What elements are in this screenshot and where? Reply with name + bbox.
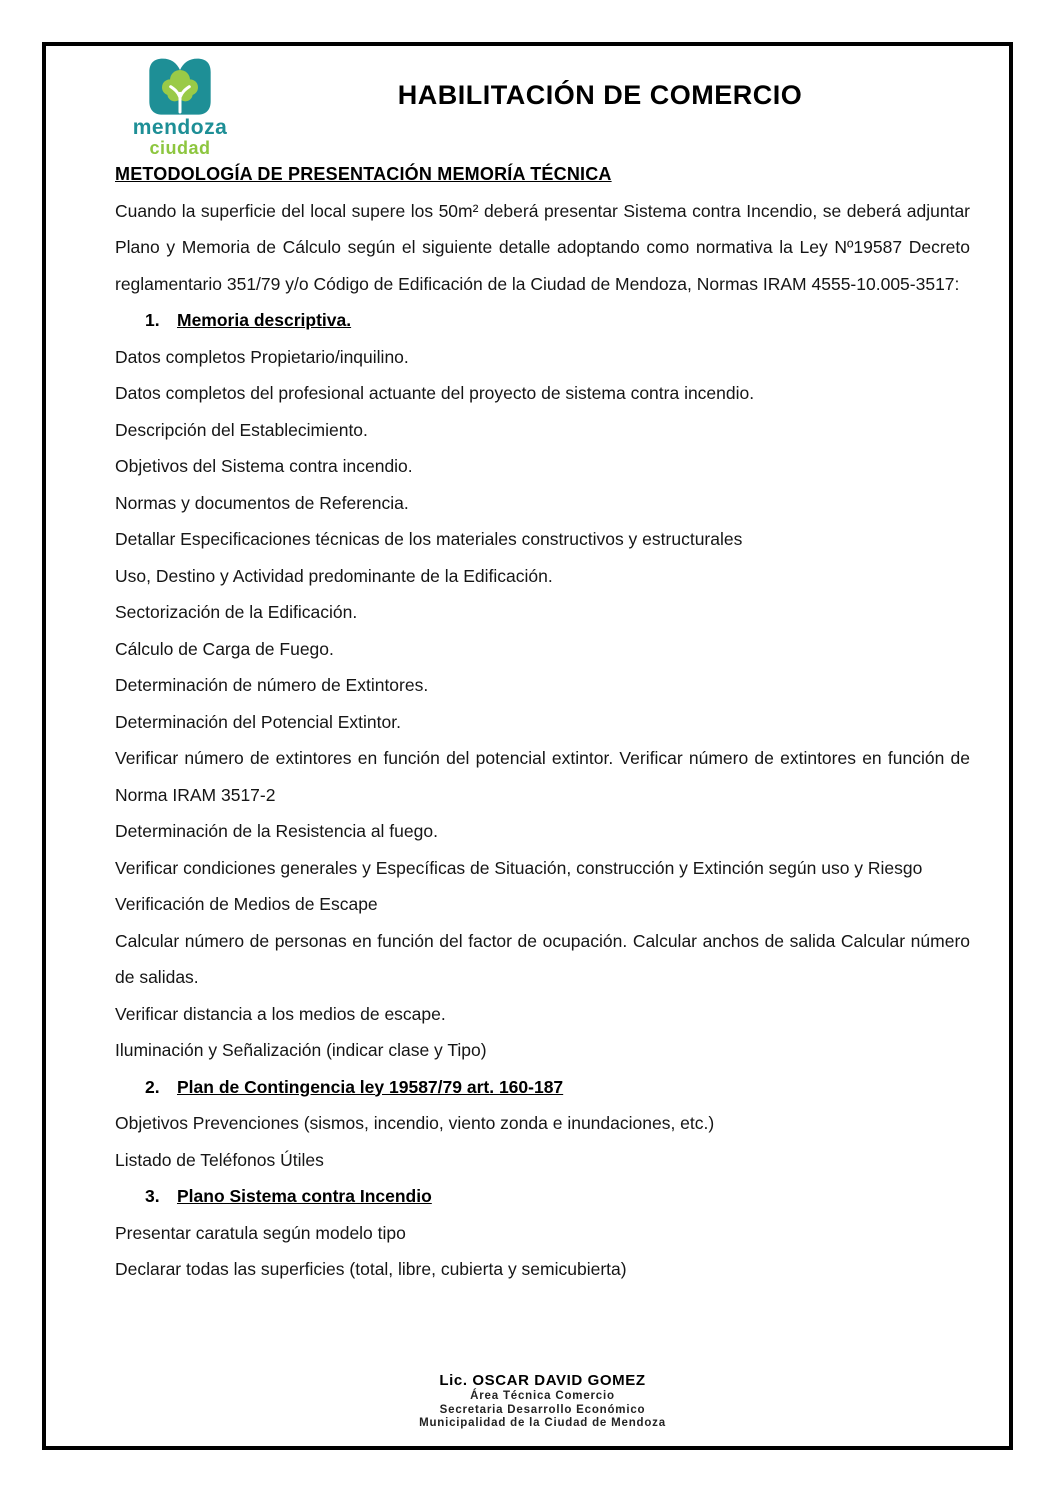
document-heading: METODOLOGÍA DE PRESENTACIÓN MEMORÍA TÉCNICA [115,164,612,184]
list-item: Verificación de Medios de Escape [115,894,378,914]
list-item: Descripción del Establecimiento. [115,419,368,440]
intro-paragraph: Cuando la superficie del local supere los 50m² deberá presentar Sistema contra Incendio, se deberá adjuntar Plano y Memoria de Cálculo según el siguiente detalle adoptando como normativa la Ley Nº19587 Decreto reglamentario 351/79 y/o Código de Edificación de la Ciudad de Mendoza, Normas IRAM 4555-10.005-3517: [115,200,970,294]
section-number: 2. [145,1076,160,1097]
document-body [115,156,970,1288]
list-item: Determinación del Potencial Extintor. [115,711,401,732]
signature-block [115,1371,970,1431]
list-item: Sectorización de la Edificación. [115,602,358,622]
brand-name-mendoza: mendoza [132,116,228,139]
section-heading-1 [115,302,970,339]
list-item: Datos completos del profesional actuante del proyecto de sistema contra incendio. [115,383,755,403]
list-item: Verificar distancia a los medios de escape. [115,1003,446,1024]
signer-name: Lic. OSCAR DAVID GOMEZ [439,1372,646,1389]
section-heading-3 [115,1178,970,1215]
page-title: HABILITACIÓN DE COMERCIO [397,80,803,110]
list-item: Determinación de número de Extintores. [115,675,429,695]
list-item: Datos completos Propietario/inquilino. [115,346,409,367]
list-item: Uso, Destino y Actividad predominante de la Edificación. [115,565,553,586]
section-number: 3. [145,1186,160,1206]
brand-name-ciudad: ciudad [149,138,211,158]
mendoza-ciudad-logo [128,56,232,157]
list-item: Verificar número de extintores en función del potencial extintor. Verificar número de extintores en función de Norma IRAM 3517-2 [115,748,970,805]
section-heading-2 [115,1069,970,1106]
section-title: Plan de Contingencia ley 19587/79 art. 160-187 [177,1076,564,1097]
list-item: Declarar todas las superficies (total, libre, cubierta y semicubierta) [115,1259,627,1279]
list-item: Determinación de la Resistencia al fuego. [115,821,438,841]
list-item: Listado de Teléfonos Útiles [115,1149,324,1170]
section-title: Memoria descriptiva. [177,310,352,330]
list-item: Objetivos del Sistema contra incendio. [115,456,413,476]
section-number: 1. [145,310,160,330]
section-title: Plano Sistema contra Incendio [177,1186,432,1206]
mendoza-tree-logo-icon [146,56,214,116]
signer-department: Secretaria Desarrollo Económico [439,1403,646,1416]
list-item: Presentar caratula según modelo tipo [115,1222,406,1243]
list-item: Verificar condiciones generales y Específicas de Situación, construcción y Extinción según uso y Riesgo [115,857,923,878]
list-item: Detallar Especificaciones técnicas de los materiales constructivos y estructurales [115,529,743,549]
list-item: Calcular número de personas en función del factor de ocupación. Calcular anchos de salida Calcular número de salidas. [115,930,970,987]
list-item: Iluminación y Señalización (indicar clase y Tipo) [115,1040,487,1060]
list-item: Normas y documentos de Referencia. [115,492,409,513]
signer-role: Área Técnica Comercio [470,1390,615,1402]
list-item: Objetivos Prevenciones (sismos, incendio, viento zonda e inundaciones, etc.) [115,1113,715,1133]
signer-organization: Municipalidad de la Ciudad de Mendoza [419,1417,666,1429]
list-item: Cálculo de Carga de Fuego. [115,638,334,659]
